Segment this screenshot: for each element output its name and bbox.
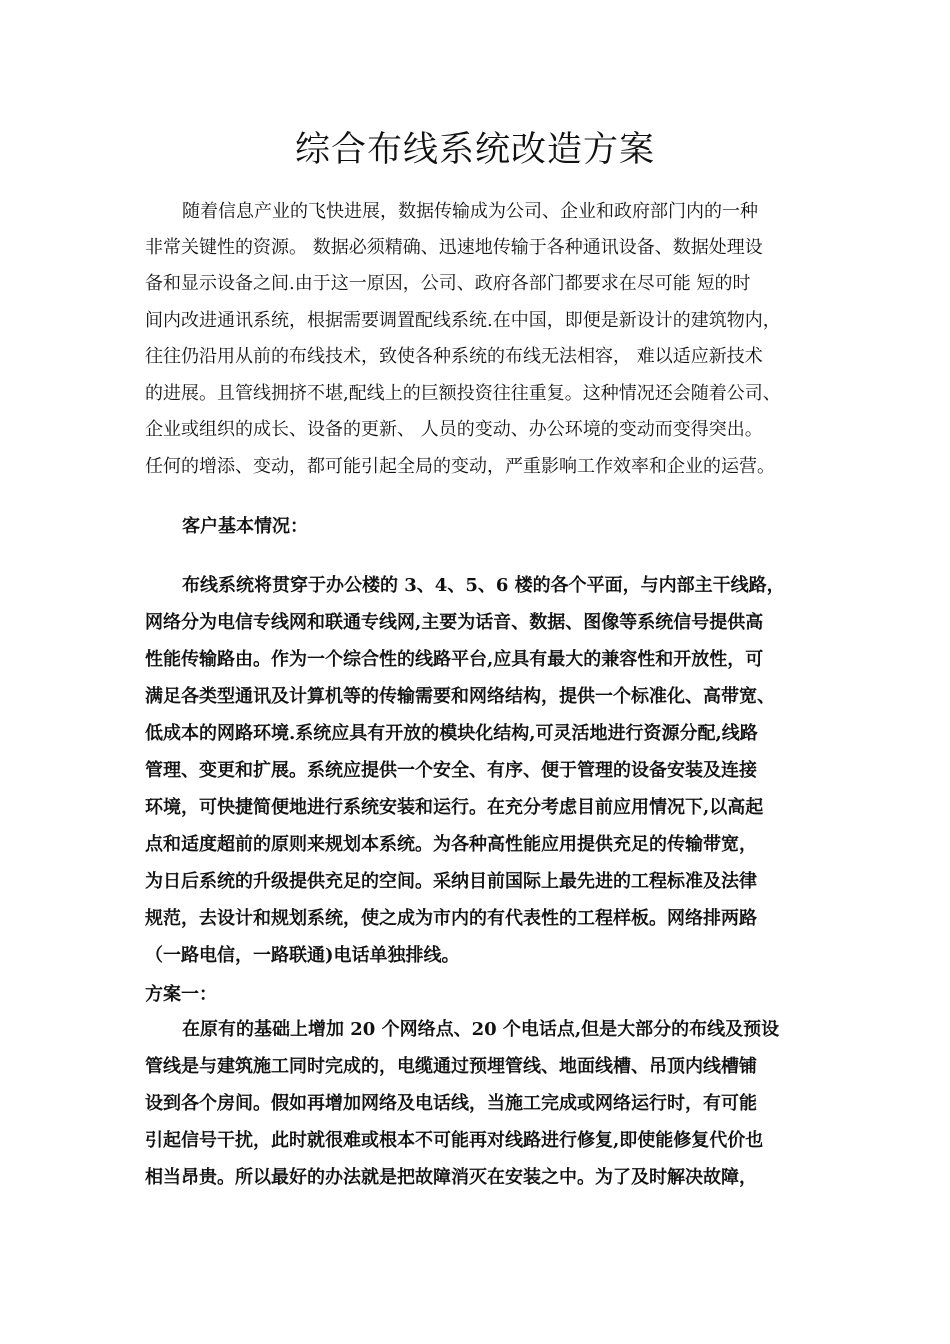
customer-heading: 客户基本情况：: [182, 516, 308, 537]
plan1-heading: 方案一：: [145, 984, 217, 1005]
customer-line: 性能传输路由。作为一个综合性的线路平台,应具有最大的兼容性和开放性，可: [145, 649, 764, 670]
plan1-line: 在原有的基础上增加 20 个网络点、20 个电话点,但是大部分的布线及预设: [182, 1019, 780, 1040]
intro-line: 企业或组织的成长、设备的更新、 人员的变动、办公环境的变动而变得突出。: [145, 419, 763, 440]
customer-line: 管理、变更和扩展。系统应提供一个安全、有序、便于管理的设备安装及连接: [145, 760, 757, 781]
customer-line: 环境，可快捷简便地进行系统安装和运行。在充分考虑目前应用情况下,以高起: [145, 797, 764, 818]
intro-line: 非常关键性的资源。 数据必须精确、迅速地传输于各种通讯设备、数据处理设: [145, 237, 763, 258]
customer-line: 满足各类型通讯及计算机等的传输需要和网络结构，提供一个标准化、高带宽、: [145, 686, 775, 707]
intro-line: 的进展。且管线拥挤不堪,配线上的巨额投资往往重复。这种情况还会随着公司、: [145, 383, 781, 404]
customer-line: 网络分为电信专线网和联通专线网,主要为话音、数据、图像等系统信号提供高: [145, 612, 764, 633]
plan1-line: 管线是与建筑施工同时完成的，电缆通过预埋管线、地面线槽、吊顶内线槽铺: [145, 1056, 757, 1077]
customer-line: （一路电信，一路联通)电话单独排线。: [145, 945, 460, 966]
customer-line: 低成本的网路环境.系统应具有开放的模块化结构,可灵活地进行资源分配,线路: [145, 723, 758, 744]
intro-line: 任何的增添、变动，都可能引起全局的变动，严重影响工作效率和企业的运营。: [145, 456, 775, 477]
customer-line: 点和适度超前的原则来规划本系统。为各种高性能应用提供充足的传输带宽，: [145, 834, 757, 855]
customer-line: 布线系统将贯穿于办公楼的 3、4、5、6 楼的各个平面，与内部主干线路，: [182, 575, 785, 596]
customer-line: 为日后系统的升级提供充足的空间。采纳目前国际上最先进的工程标准及法律: [145, 871, 757, 892]
intro-line: 往往仍沿用从前的布线技术，致使各种系统的布线无法相容， 难以适应新技术: [145, 346, 763, 367]
intro-line: 随着信息产业的飞快进展，数据传输成为公司、企业和政府部门内的一种: [182, 201, 758, 222]
document-title: 综合布线系统改造方案: [294, 130, 655, 170]
plan1-line: 设到各个房间。假如再增加网络及电话线，当施工完成或网络运行时，有可能: [145, 1093, 757, 1114]
intro-line: 间内改进通讯系统，根据需要调置配线系统.在中国，即便是新设计的建筑物内，: [145, 310, 781, 331]
customer-line: 规范，去设计和规划系统，使之成为市内的有代表性的工程样板。网络排两路: [145, 908, 757, 929]
intro-line: 备和显示设备之间.由于这一原因，公司、政府各部门都要求在尽可能 短的时: [145, 273, 751, 294]
plan1-line: 相当昂贵。所以最好的办法就是把故障消灭在安装之中。为了及时解决故障，: [145, 1167, 757, 1188]
plan1-line: 引起信号干扰，此时就很难或根本不可能再对线路进行修复,即使能修复代价也: [145, 1130, 764, 1151]
